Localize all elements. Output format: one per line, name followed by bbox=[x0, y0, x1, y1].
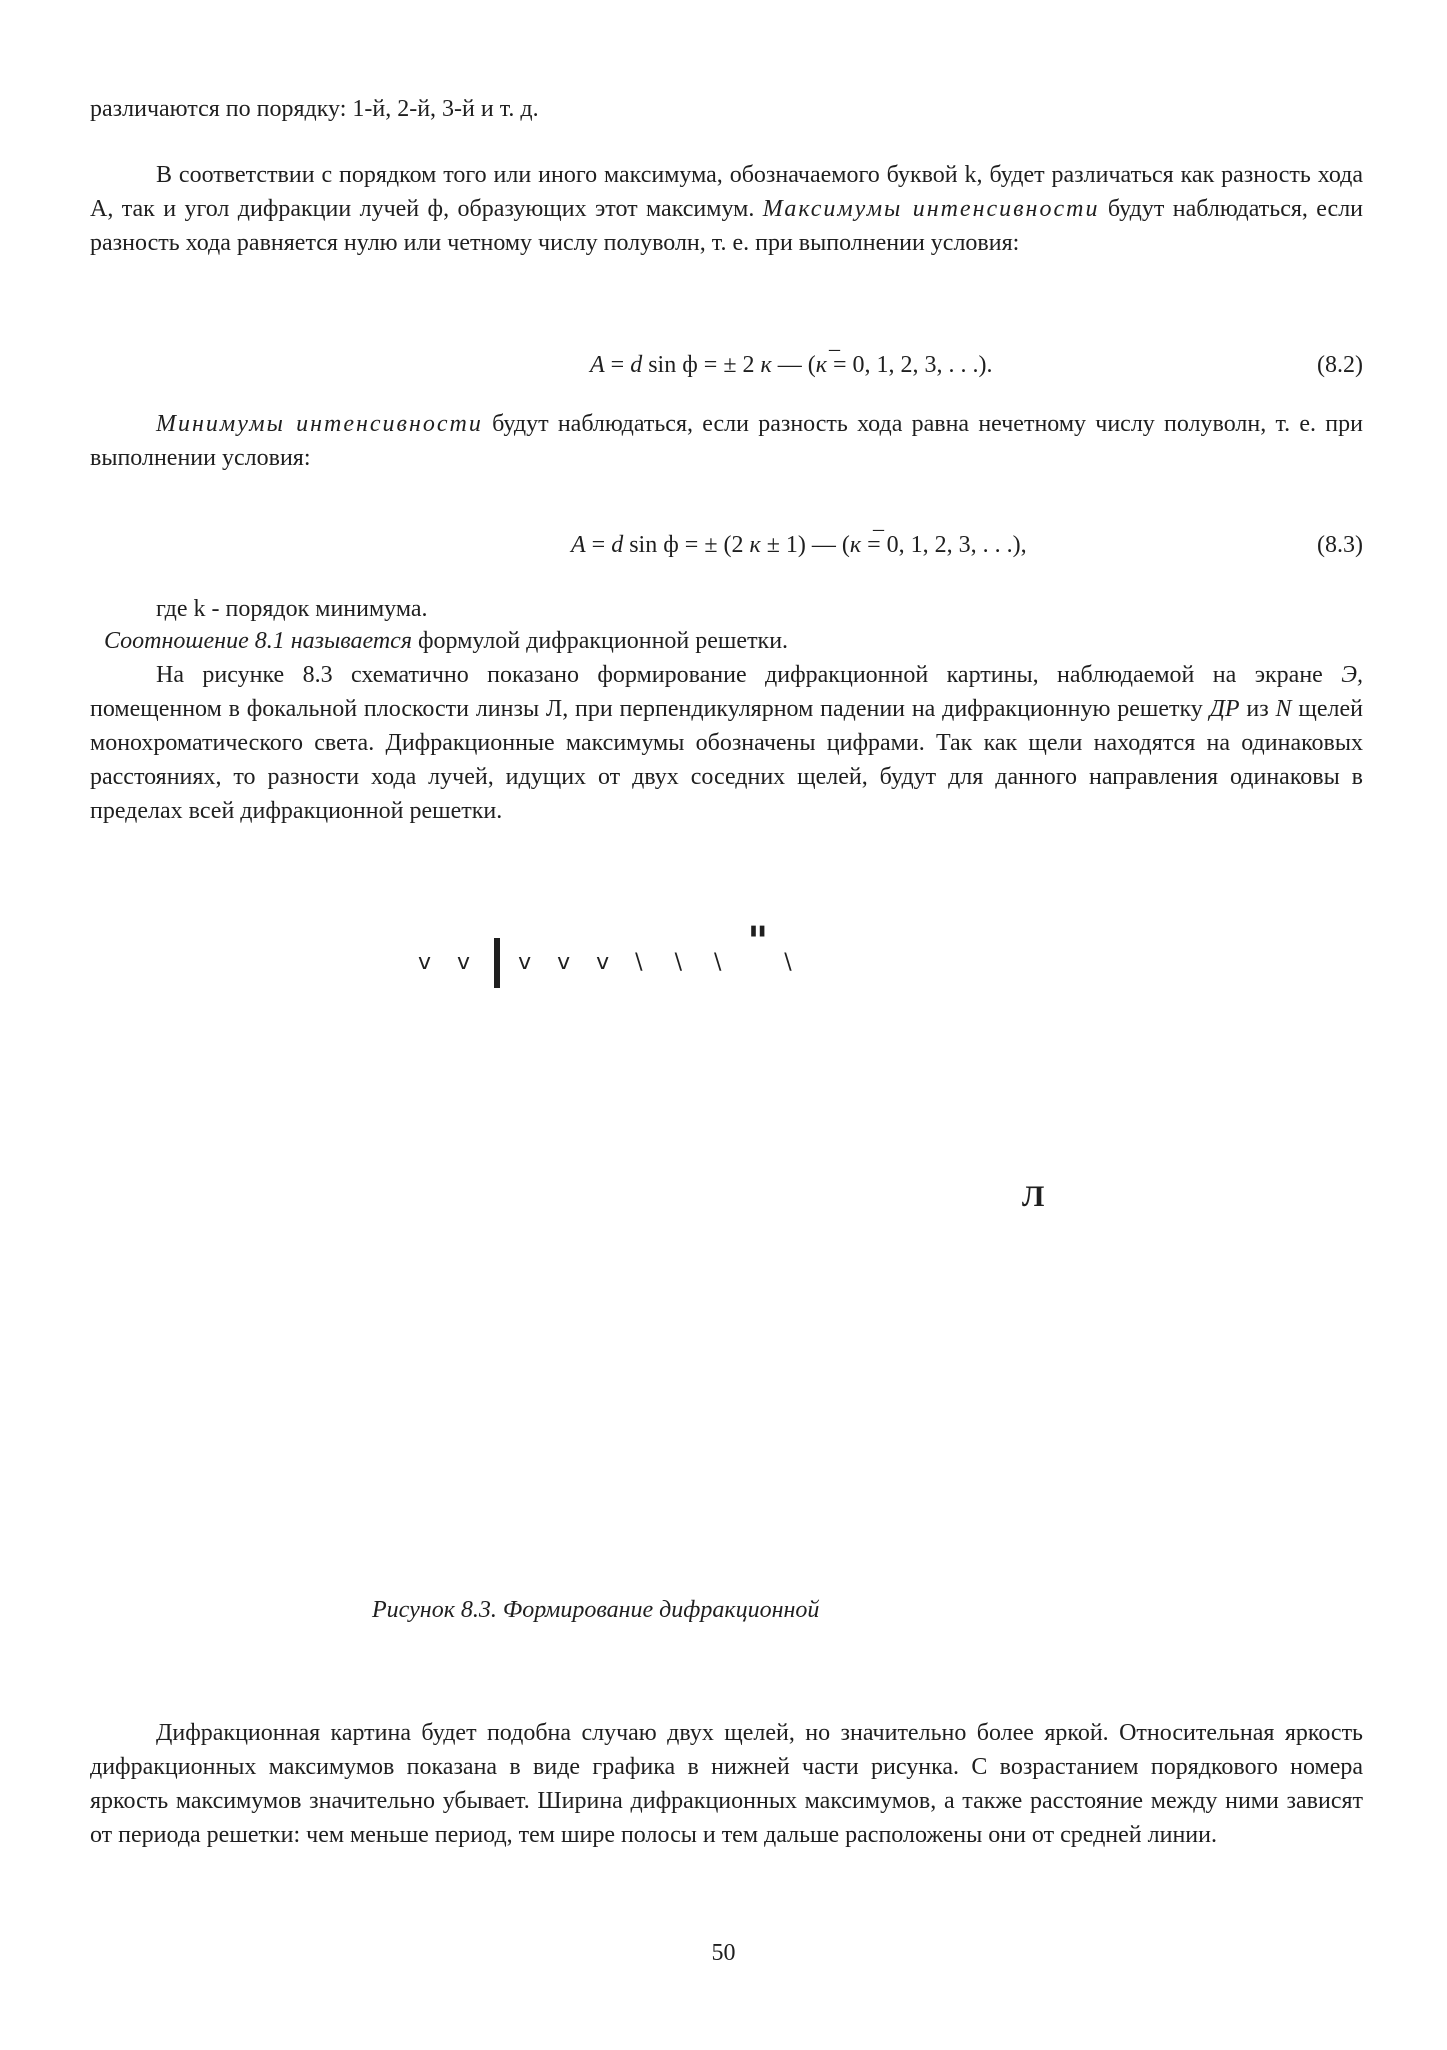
ray-mark: \ bbox=[784, 950, 792, 975]
paragraph-figure-description-c: помещенном в фокальной плоскости линзы Л, при перпендикулярном падении на дифракционную решетку bbox=[90, 696, 1210, 722]
formula-8-3-part: = 0, 1, 2, 3, . . .), bbox=[861, 532, 1027, 558]
formula-8-2-part: = 0, 1, 2, 3, . . .). bbox=[826, 352, 993, 378]
text-grating-formula bbox=[104, 624, 788, 658]
formula-8-3-var-k: к bbox=[849, 532, 862, 558]
paragraph-minima-text: будут наблюдаться, если разность хода равна нечетному числу полуволн, т. е. при выполнении условия: bbox=[90, 411, 1363, 471]
formula-8-2 bbox=[590, 328, 993, 382]
ray-mark: \ bbox=[714, 950, 722, 975]
formula-8-3-number: (8.3) bbox=[1317, 532, 1363, 558]
formula-8-2-var-k: к bbox=[760, 352, 772, 378]
term-maxima-intensity: Максимумы интенсивности bbox=[762, 196, 1100, 222]
paragraph-maxima-text-c: будут наблюдаться, если разность хода равняется нулю или четному числу полуволн, т. е. при выполнении условия: bbox=[90, 196, 1364, 256]
paragraph-figure-description-e: из bbox=[1239, 696, 1276, 722]
formula-8-3-var-a: A bbox=[571, 532, 586, 558]
term-minima-intensity: Минимумы интенсивности bbox=[156, 411, 483, 437]
formula-8-3-var-d: d bbox=[611, 532, 624, 558]
ray-mark: v bbox=[557, 950, 571, 975]
formula-8-3-overbar: _ bbox=[873, 508, 884, 533]
paragraph-minima bbox=[90, 407, 1363, 475]
formula-8-2-part: sin ф = ± 2 bbox=[642, 352, 761, 378]
formula-8-2-overbar: _ bbox=[829, 328, 840, 353]
figure-ray-marks bbox=[418, 919, 792, 984]
formula-8-3 bbox=[571, 508, 1027, 562]
grating-bar bbox=[494, 938, 500, 988]
label-grating: ДР bbox=[1209, 696, 1240, 722]
formula-8-2-var-a: A bbox=[590, 352, 605, 378]
ray-mark: \ bbox=[635, 950, 643, 975]
formula-8-2-number: (8.2) bbox=[1317, 352, 1363, 378]
label-screen: Э, bbox=[1341, 662, 1363, 688]
formula-8-3-var-k: к bbox=[749, 532, 761, 558]
page-number: 50 bbox=[711, 1940, 736, 1966]
ray-mark: v bbox=[457, 950, 471, 975]
formula-8-2-part: = bbox=[604, 352, 631, 378]
ray-mark: v bbox=[518, 950, 532, 975]
paragraph-maxima-text-a: В соответствии с порядком того или иного максимума, обозначаемого буквой k, будет различаться как разность хода А, так и угол дифракции лучей ф, образующих этот максимум. bbox=[90, 162, 1363, 222]
paragraph-figure-description-g: щелей монохроматического света. Дифракционные максимумы обозначены цифрами. Так как щели находятся на одинаковых расстояниях, то разности хода лучей, идущих от двух соседних щелей, будут для данного направления одинаковы в пределах всей дифракционной решетки. bbox=[90, 696, 1363, 824]
formula-8-2-var-k: к bbox=[815, 352, 827, 378]
lens-label: Л bbox=[1022, 1180, 1045, 1213]
figure-caption: Рисунок 8.3. Формирование дифракционной bbox=[372, 1597, 820, 1623]
formula-8-2-part: — ( bbox=[771, 352, 816, 378]
ray-mark: v bbox=[418, 950, 432, 975]
formula-8-3-part: ± 1) — ( bbox=[760, 532, 850, 558]
text-grating-formula-italic: Соотношение 8.1 называется bbox=[104, 628, 412, 654]
ray-mark-quote: " bbox=[747, 919, 769, 965]
text-line-order: различаются по порядку: 1-й, 2-й, 3-й и т. д. bbox=[90, 96, 539, 122]
formula-8-3-part: = bbox=[585, 532, 612, 558]
paragraph-maxima bbox=[90, 158, 1363, 260]
label-slit-count: N bbox=[1275, 696, 1292, 722]
ray-mark: v bbox=[596, 950, 610, 975]
paragraph-figure-description bbox=[90, 658, 1363, 828]
text-where-k: где k - порядок минимума. bbox=[156, 596, 428, 622]
paragraph-brightness: Дифракционная картина будет подобна случаю двух щелей, но значительно более яркой. Относительная яркость дифракционных максимумов показана в виде графика в нижней части рисунка. С возрастанием порядкового номера яркость максимумов значительно убывает. Ширина дифракционных максимумов, а также расстояние между ними зависят от периода решетки: чем меньше период, тем шире полосы и тем дальше расположены они от средней линии. bbox=[90, 1720, 1363, 1848]
formula-8-2-var-d: d bbox=[630, 352, 643, 378]
text-grating-formula-rest: формулой дифракционной решетки. bbox=[412, 628, 789, 654]
paragraph-figure-description-a: На рисунке 8.3 схематично показано формирование дифракционной картины, наблюдаемой на экране bbox=[156, 662, 1342, 688]
formula-8-3-part: sin ф = ± (2 bbox=[623, 532, 750, 558]
ray-mark: \ bbox=[674, 950, 682, 975]
